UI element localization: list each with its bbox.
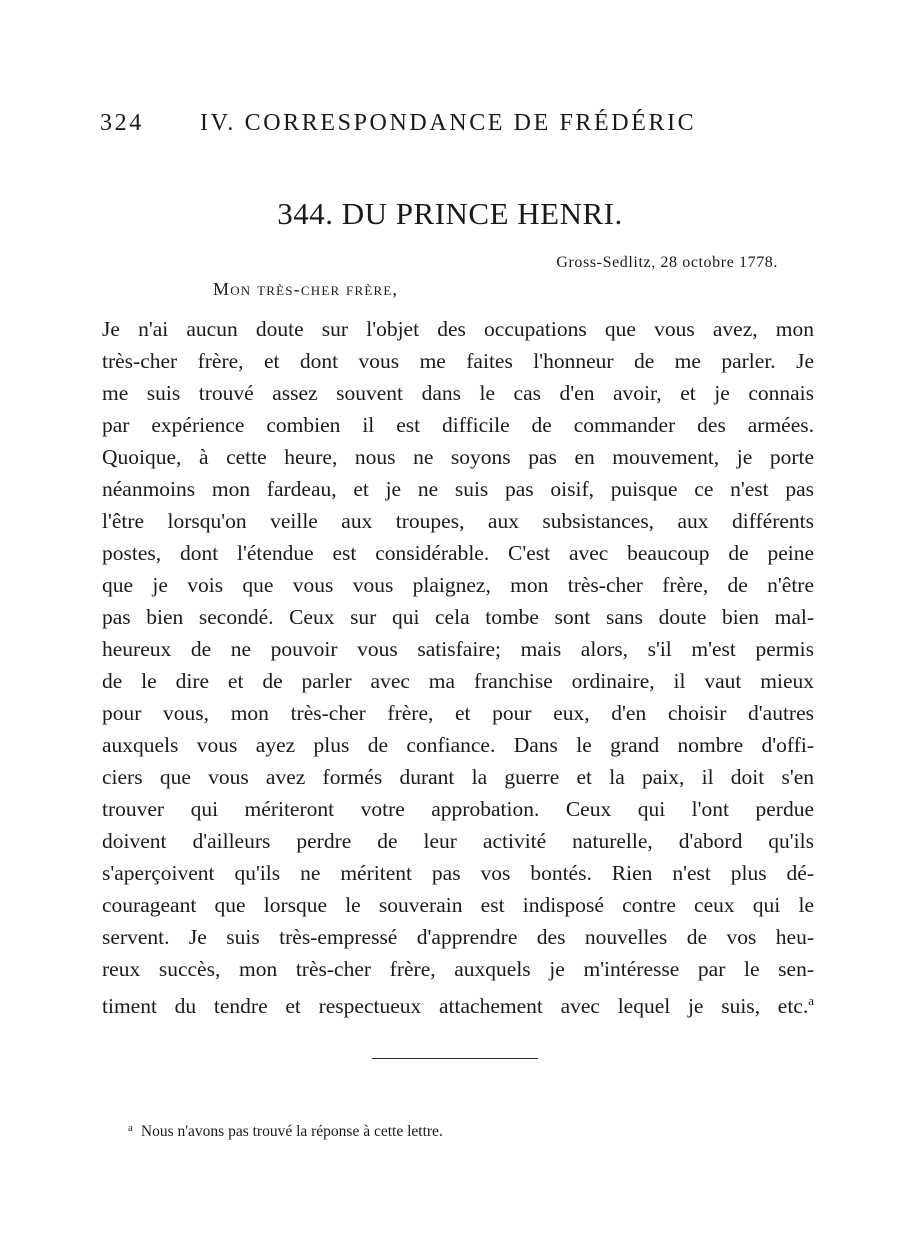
body-line: très-cher frère, et dont vous me faites l'honneur de me parler. Je bbox=[102, 349, 814, 373]
running-head bbox=[100, 110, 720, 142]
body-line: ciers que vous avez formés durant la guerre et la paix, il doit s'en bbox=[102, 765, 814, 789]
body-line: me suis trouvé assez souvent dans le cas d'en avoir, et je connais bbox=[102, 381, 814, 405]
body-line: servent. Je suis très-empressé d'apprendre des nouvelles de vos heu- bbox=[102, 925, 814, 949]
running-title: IV. CORRESPONDANCE DE FRÉDÉRIC bbox=[200, 110, 697, 136]
page-number: 324 bbox=[100, 110, 144, 136]
body-line: s'aperçoivent qu'ils ne méritent pas vos bontés. Rien n'est plus dé- bbox=[102, 861, 814, 885]
body-line: pas bien secondé. Ceux sur qui cela tombe sont sans doute bien mal- bbox=[102, 605, 814, 629]
body-line: Quoique, à cette heure, nous ne soyons pas en mouvement, je porte bbox=[102, 445, 814, 469]
footnote-separator bbox=[372, 1058, 538, 1059]
body-line: courageant que lorsque le souverain est indisposé contre ceux qui le bbox=[102, 893, 814, 917]
footnote bbox=[128, 1122, 443, 1141]
letter-body bbox=[102, 313, 814, 1017]
footnote-text: Nous n'avons pas trouvé la réponse à cette lettre. bbox=[140, 1123, 443, 1140]
salutation: Mon très-cher frère, bbox=[213, 279, 399, 299]
body-line: que je vois que vous vous plaignez, mon très-cher frère, de n'être bbox=[102, 573, 814, 597]
body-line: néanmoins mon fardeau, et je ne suis pas oisif, puisque ce n'est pas bbox=[102, 477, 814, 501]
body-line: par expérience combien il est difficile de commander des armées. bbox=[102, 413, 814, 437]
body-line: heureux de ne pouvoir vous satisfaire; mais alors, s'il m'est permis bbox=[102, 637, 814, 661]
body-line: trouver qui mériteront votre approbation. Ceux qui l'ont perdue bbox=[102, 797, 814, 821]
footnote-marker: a bbox=[128, 1122, 133, 1134]
letter-title: 344. DU PRINCE HENRI. bbox=[277, 196, 623, 231]
body-line: Je n'ai aucun doute sur l'objet des occupations que vous avez, mon bbox=[102, 317, 814, 341]
body-line: doivent d'ailleurs perdre de leur activité naturelle, d'abord qu'ils bbox=[102, 829, 814, 853]
body-line: de le dire et de parler avec ma franchise ordinaire, il vaut mieux bbox=[102, 669, 814, 693]
body-line-last bbox=[102, 985, 814, 1017]
body-line: postes, dont l'étendue est considérable. C'est avec beaucoup de peine bbox=[102, 541, 814, 565]
body-line: auxquels vous ayez plus de confiance. Dans le grand nombre d'offi- bbox=[102, 733, 814, 757]
body-line: pour vous, mon très-cher frère, et pour eux, d'en choisir d'autres bbox=[102, 701, 814, 725]
body-line: l'être lorsqu'on veille aux troupes, aux subsistances, aux différents bbox=[102, 509, 814, 533]
footnote-reference[interactable]: a bbox=[808, 993, 814, 1008]
body-line-text: timent du tendre et respectueux attachement avec lequel je suis, etc. bbox=[102, 994, 809, 1018]
dateline: Gross-Sedlitz, 28 octobre 1778. bbox=[556, 254, 778, 271]
body-line: reux succès, mon très-cher frère, auxquels je m'intéresse par le sen- bbox=[102, 957, 814, 981]
